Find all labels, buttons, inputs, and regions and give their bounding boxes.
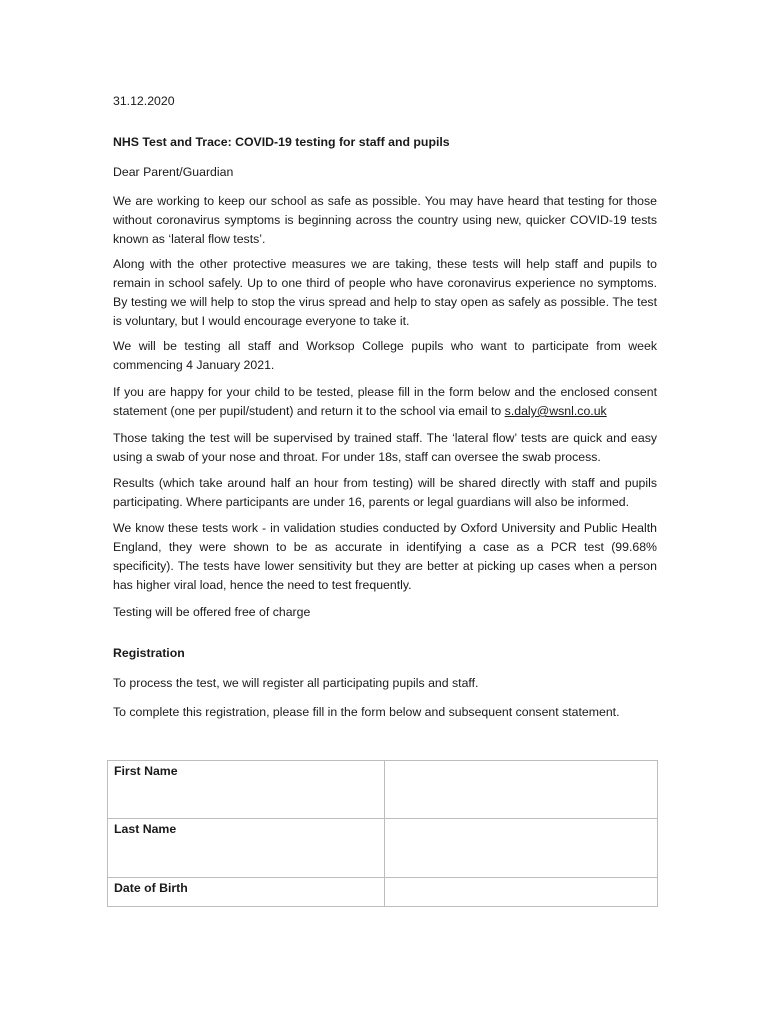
- form-row-date-of-birth: [108, 878, 658, 907]
- form-row-first-name: [108, 761, 658, 819]
- first-name-cell[interactable]: [385, 761, 658, 819]
- date-of-birth-field[interactable]: [391, 881, 651, 903]
- paragraph-consent: [113, 383, 657, 421]
- form-row-last-name: [108, 819, 658, 878]
- paragraph-supervision: Those taking the test will be supervised by trained staff. The ‘lateral flow’ tests are quick and easy using a swab of your nose and throat. For under 18s, staff can oversee the swab process.: [113, 431, 657, 464]
- registration-paragraph-1: To process the test, we will register all participating pupils and staff.: [113, 676, 479, 690]
- date-of-birth-cell[interactable]: [385, 878, 658, 907]
- letter-title: NHS Test and Trace: COVID-19 testing for staff and pupils: [113, 135, 450, 149]
- paragraph-protective-measures: Along with the other protective measures we are taking, these tests will help staff and pupils to remain in school safely. Up to one third of people who have coronavirus experience no symptoms. By testing we will help to stop the virus spread and help to stay open as safely as possible. The test is voluntary, but I would encourage everyone to take it.: [113, 257, 657, 328]
- paragraph-intro: We are working to keep our school as safe as possible. You may have heard that testing for those without coronavirus symptoms is beginning across the country using new, quicker COVID-19 tests known as ‘lateral flow tests’.: [113, 194, 657, 246]
- paragraph-free-of-charge: Testing will be offered free of charge: [113, 605, 311, 619]
- last-name-label: Last Name: [108, 819, 385, 878]
- first-name-field[interactable]: [391, 764, 651, 815]
- letter-date: 31.12.2020: [113, 94, 175, 108]
- last-name-field[interactable]: [391, 822, 651, 874]
- first-name-label: First Name: [108, 761, 385, 819]
- registration-heading: Registration: [113, 646, 185, 660]
- salutation: Dear Parent/Guardian: [113, 165, 234, 179]
- paragraph-testing-dates: We will be testing all staff and Worksop College pupils who want to participate from week commencing 4 January 2021.: [113, 339, 657, 372]
- date-of-birth-label: Date of Birth: [108, 878, 385, 907]
- email-link[interactable]: s.daly@wsnl.co.uk: [504, 404, 607, 418]
- paragraph-results: Results (which take around half an hour from testing) will be shared directly with staff and pupils participating. Where participants are under 16, parents or legal guardians will also be informed.: [113, 476, 657, 509]
- registration-form-table: [107, 760, 658, 907]
- consent-text: If you are happy for your child to be tested, please fill in the form below and the enclosed consent statement (one per pupil/student) and return it to the school via email to: [113, 385, 657, 418]
- paragraph-accuracy: We know these tests work - in validation studies conducted by Oxford University and Public Health England, they were shown to be as accurate in identifying a case as a PCR test (99.68% specificity). The tests have lower sensitivity but they are better at picking up cases when a person has higher viral load, hence the need to test frequently.: [113, 521, 657, 592]
- last-name-cell[interactable]: [385, 819, 658, 878]
- registration-paragraph-2: To complete this registration, please fill in the form below and subsequent consent statement.: [113, 705, 620, 719]
